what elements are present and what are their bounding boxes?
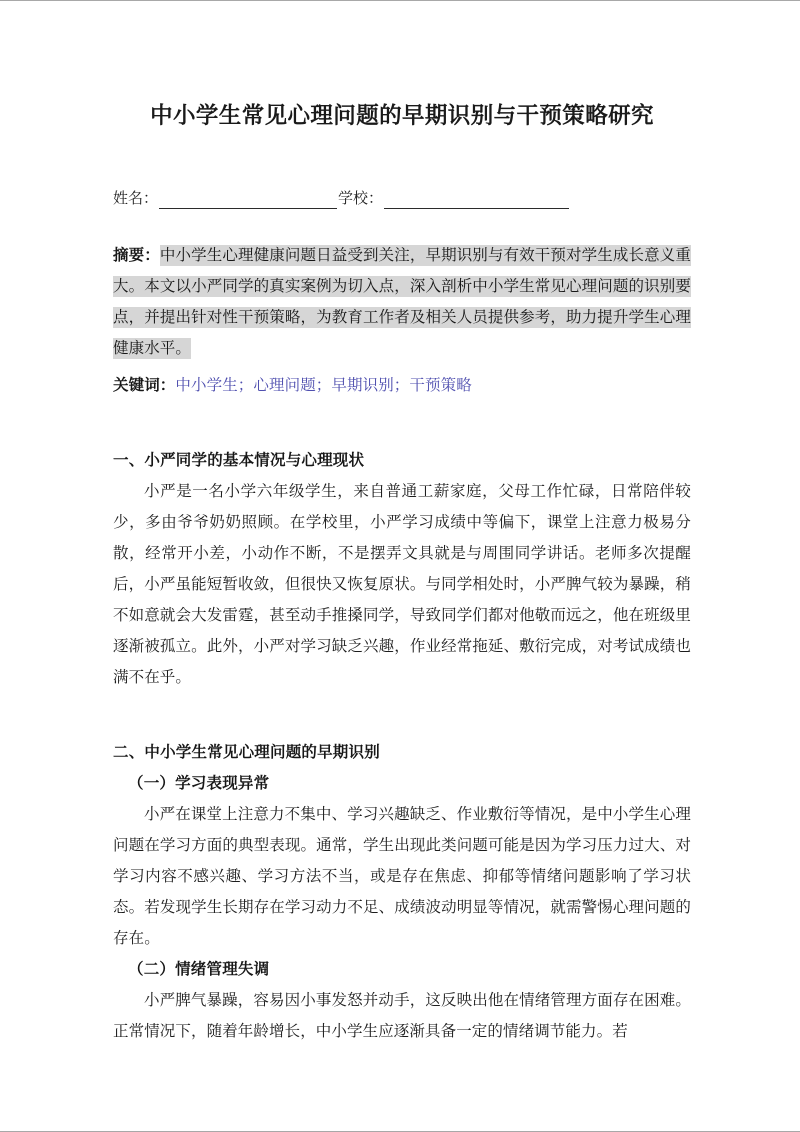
abstract-block: [113, 209, 691, 364]
abstract-label: 摘要：: [113, 247, 160, 264]
page-title: 中小学生常见心理问题的早期识别与干预策略研究: [150, 103, 654, 128]
name-label: 姓名：: [113, 190, 159, 207]
subsection-2-1-paragraph: 小严在课堂上注意力不集中、学习兴趣缺乏、作业敷衍等情况，是中小学生心理问题在学习方面的典型表现。通常，学生出现此类问题可能是因为学习压力过大、对学习内容不感兴趣、学习方法不当，或是存在焦虑、抑郁等情绪问题影响了学习状态。若发现学生长期存在学习动力不足、成绩波动明显等情况，就需警惕心理问题的存在。: [113, 806, 691, 947]
keywords-label: 关键词：: [113, 377, 176, 394]
keywords-block: [113, 364, 691, 401]
subsection-heading-2-2: （二）情绪管理失调: [128, 961, 270, 978]
keywords-text: 中小学生；心理问题；早期识别；干预策略: [175, 377, 472, 394]
identity-fields-row: [113, 131, 691, 209]
school-input[interactable]: [384, 193, 569, 209]
section-heading-1: 一、小严同学的基本情况与心理现状: [113, 452, 365, 469]
document-content: [113, 1, 691, 1047]
name-input[interactable]: [159, 193, 337, 209]
section-heading-2: 二、中小学生常见心理问题的早期识别: [113, 744, 380, 761]
school-label: 学校：: [338, 190, 384, 207]
subsection-heading-2-1: （一）学习表现异常: [128, 775, 270, 792]
subsection-2-2-paragraph: 小严脾气暴躁，容易因小事发怒并动手，这反映出他在情绪管理方面存在困难。正常情况下，随着年龄增长，中小学生应逐渐具备一定的情绪调节能力。若: [113, 992, 691, 1040]
section-1-paragraph-1: 小严是一名小学六年级学生，来自普通工薪家庭，父母工作忙碌，日常陪伴较少，多由爷爷奶奶照顾。在学校里，小严学习成绩中等偏下，课堂上注意力极易分散，经常开小差，小动作不断，不是摆弄文具就是与周围同学讲话。老师多次提醒后，小严虽能短暂收敛，但很快又恢复原状。与同学相处时，小严脾气较为暴躁，稍不如意就会大发雷霆，甚至动手推搡同学，导致同学们都对他敬而远之，他在班级里逐渐被孤立。此外，小严对学习缺乏兴趣，作业经常拖延、敷衍完成，对考试成绩也满不在乎。: [113, 483, 691, 686]
abstract-text: 中小学生心理健康问题日益受到关注，早期识别与有效干预对学生成长意义重大。本文以小严同学的真实案例为切入点，深入剖析中小学生常见心理问题的识别要点，并提出针对性干预策略，为教育工作者及相关人员提供参考，助力提升学生心理健康水平。: [113, 247, 691, 357]
